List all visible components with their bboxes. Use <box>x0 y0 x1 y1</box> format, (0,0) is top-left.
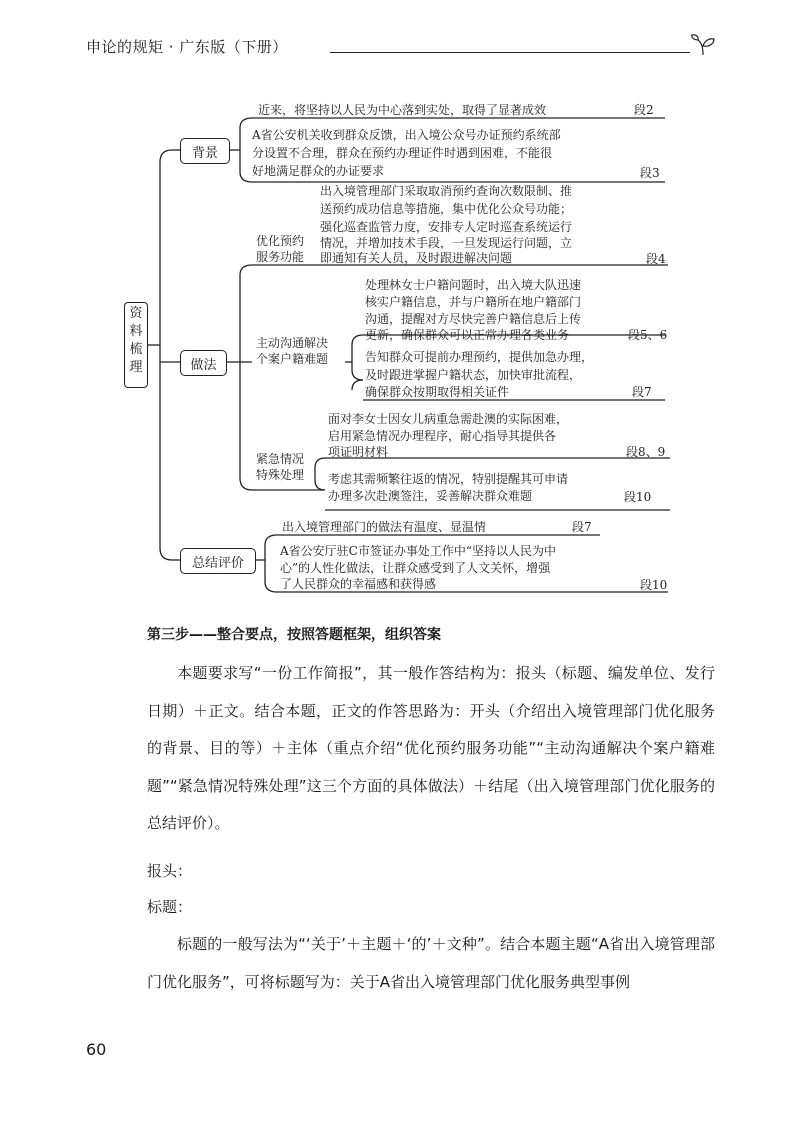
measures-sub-3-item-1-ref: 段8、9 <box>626 445 666 459</box>
background-item-2-line-2: 分设置不合理，群众在预约办理证件时遇到困难，不能很 <box>252 146 553 160</box>
measures-sub-1-label-line-1: 优化预约 <box>256 234 305 248</box>
measures-sub-3-item-2-line-2: 办理多次赴澳签注，妥善解决群众难题 <box>328 489 533 503</box>
branch-background: 背景 <box>180 138 230 164</box>
measures-sub-2-item-2-line-2: 及时跟进掌握户籍状态，加快审批流程， <box>365 368 582 382</box>
measures-sub-2-item-1-line-3: 沟通，提醒对方尽快完善户籍信息后上传 <box>365 312 582 326</box>
measures-sub-2-item-1-line-1: 处理林女士户籍问题时，出入境大队迅速 <box>365 278 582 292</box>
measures-sub-1-item-line-3: 强化巡查监管力度，安排专人定时巡查系统运行 <box>320 220 573 234</box>
mindmap-root: 资料梳理 <box>124 302 148 388</box>
summary-item-2-line-3: 了人民群众的幸福感和获得感 <box>280 577 437 591</box>
background-item-2-line-3: 好地满足群众的办证要求 <box>252 164 385 178</box>
measures-sub-2-item-1-line-4: 更新，确保群众可以正常办理各类业务 <box>365 328 570 342</box>
measures-sub-3-label-line-1: 紧急情况 <box>256 452 305 466</box>
branch-summary: 总结评价 <box>180 548 256 574</box>
measures-sub-1-item-line-4: 情况，并增加技术手段，一旦发现运行问题，立 <box>320 236 573 250</box>
masthead-label: 报头： <box>147 862 193 880</box>
measures-sub-1-item-line-5: 即通知有关人员，及时跟进解决问题 <box>320 251 513 265</box>
measures-sub-2-item-2-line-1: 告知群众可提前办理预约，提供加急办理， <box>365 350 594 364</box>
title-label: 标题： <box>147 898 193 916</box>
measures-sub-2-item-1-ref: 段5、6 <box>628 328 668 342</box>
summary-item-2-ref: 段10 <box>640 578 668 592</box>
background-item-2-line-1: A省公安机关收到群众反馈，出入境公众号办证预约系统部 <box>252 128 561 142</box>
body-paragraph-2: 标题的一般写法为“‘关于’＋主题＋‘的’＋文种”。结合本题主题“A省出入境管理部门优化服务”，可将标题写为：关于A省出入境管理部门优化服务典型事例 <box>147 935 715 991</box>
summary-item-1-line-1: 出入境管理部门的做法有温度、显温情 <box>282 520 487 534</box>
measures-sub-2-label-line-2: 个案户籍难题 <box>256 352 329 366</box>
measures-sub-2-item-2-line-3: 确保群众按期取得相关证件 <box>365 385 510 399</box>
measures-sub-3-item-1-line-2: 启用紧急情况办理程序，耐心指导其提供各 <box>328 429 557 443</box>
body-paragraph-1: 本题要求写“一份工作简报”，其一般作答结构为：报头（标题、编发单位、发行日期）＋正文。结合本题，正文的作答思路为：开头（介绍出入境管理部门优化服务的背景、目的等）＋主体（重点介绍“优化预约服务功能”“主动沟通解决个案户籍难题”“紧急情况特殊处理”这三个方面的具体做法）＋结尾（出入境管理部门优化服务的总结评价）。 <box>147 664 715 832</box>
summary-item-2-line-2: 心”的人性化做法，让群众感受到了人文关怀，增强 <box>280 561 551 575</box>
measures-sub-3-item-2-ref: 段10 <box>624 490 652 504</box>
background-item-1-ref: 段2 <box>634 103 654 117</box>
measures-sub-3-item-1-line-3: 项证明材料 <box>328 445 389 459</box>
page-number: 60 <box>86 1040 107 1059</box>
measures-sub-1-ref: 段4 <box>646 252 666 266</box>
summary-item-2-line-1: A省公安厅驻C市签证办事处工作中“坚持以人民为中 <box>280 544 556 558</box>
measures-sub-1-label-line-2: 服务功能 <box>256 250 305 264</box>
measures-sub-2-item-2-ref: 段7 <box>632 385 652 399</box>
branch-measures: 做法 <box>180 350 227 376</box>
measures-sub-3-item-1-line-1: 面对李女士因女儿病重急需赴澳的实际困难， <box>328 412 569 426</box>
measures-sub-3-item-2-line-1: 考虑其需频繁往返的情况，特别提醒其可申请 <box>328 472 569 486</box>
background-item-1-line-1: 近来，将坚持以人民为中心落到实处，取得了显著成效 <box>258 103 547 117</box>
measures-sub-3-label-line-2: 特殊处理 <box>256 468 305 482</box>
measures-sub-2-label-line-1: 主动沟通解决 <box>256 336 329 350</box>
step-three-heading: 第三步——整合要点，按照答题框架，组织答案 <box>147 627 441 643</box>
measures-sub-2-item-1-line-2: 核实户籍信息，并与户籍所在地户籍部门 <box>365 295 582 309</box>
measures-sub-1-item-line-2: 送预约成功信息等措施，集中优化公众号功能； <box>320 202 573 216</box>
running-header-title: 申论的规矩 · 广东版（下册） <box>86 38 288 56</box>
background-item-2-ref: 段3 <box>640 166 660 180</box>
summary-item-1-ref: 段7 <box>572 520 592 534</box>
measures-sub-1-item-line-1: 出入境管理部门采取取消预约查询次数限制、推 <box>320 184 573 198</box>
